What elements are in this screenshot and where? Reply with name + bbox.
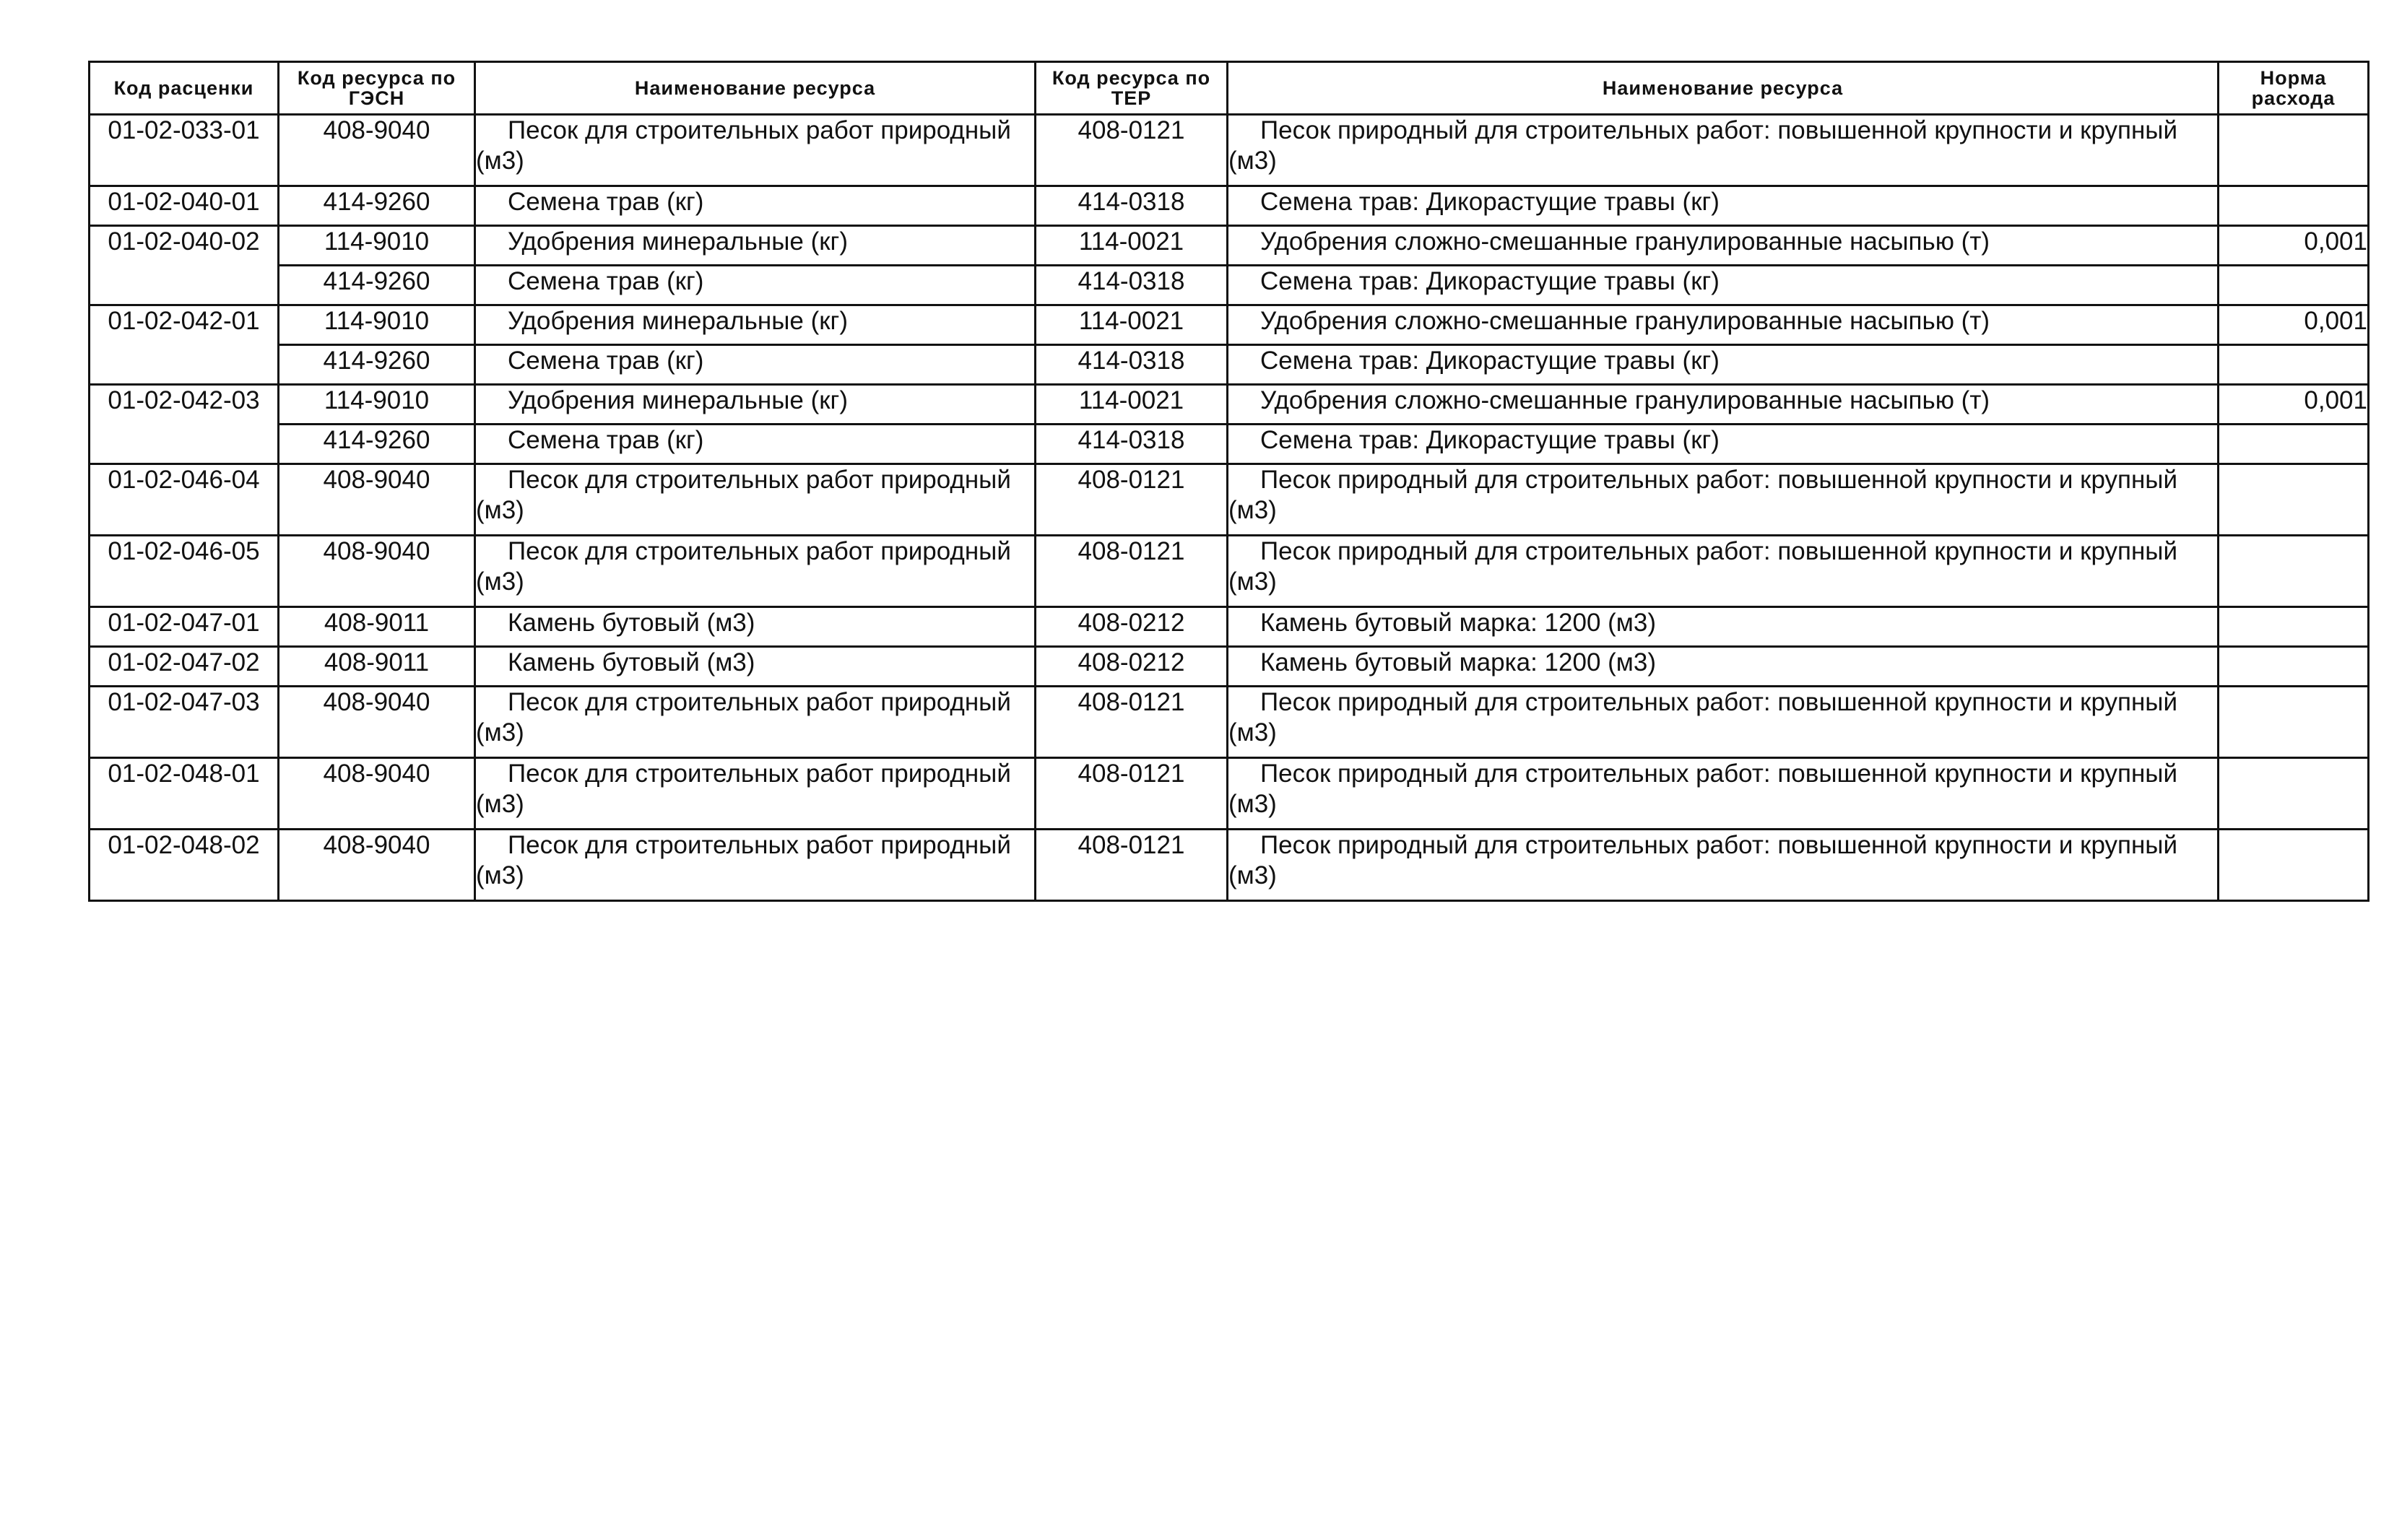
table-row [90,607,2369,647]
header-row [90,62,2369,115]
row-code: 01-02-042-01 [90,305,279,385]
row-ter-code: 114-0021 [1036,226,1228,266]
row-norm: 0,001 [2219,305,2369,345]
row-ter-name: Семена трав: Дикорастущие травы (кг) [1228,345,2219,385]
header-norm: Норма расхода [2219,62,2369,115]
row-code: 01-02-046-05 [90,536,279,607]
table-row [90,830,2369,901]
table-row [90,425,2369,464]
row-ter-code: 414-0318 [1036,266,1228,305]
row-ter-code: 114-0021 [1036,305,1228,345]
row-ter-code: 414-0318 [1036,186,1228,226]
table-row [90,305,2369,345]
table-row [90,186,2369,226]
table-row [90,536,2369,607]
row-ter-name: Семена трав: Дикорастущие травы (кг) [1228,425,2219,464]
row-norm [2219,758,2369,830]
row-ter-name: Семена трав: Дикорастущие травы (кг) [1228,266,2219,305]
row-code: 01-02-047-01 [90,607,279,647]
row-gesn-name: Песок для строительных работ природный (м3) [475,830,1036,901]
row-code: 01-02-048-02 [90,830,279,901]
resource-table [88,61,2370,902]
table-row [90,385,2369,425]
row-ter-code: 414-0318 [1036,345,1228,385]
header-code: Код расценки [90,62,279,115]
row-ter-name: Удобрения сложно-смешанные гранулированные насыпью (т) [1228,226,2219,266]
row-ter-name: Песок природный для строительных работ: повышенной крупности и крупный (м3) [1228,536,2219,607]
row-ter-name: Семена трав: Дикорастущие травы (кг) [1228,186,2219,226]
row-gesn-code: 414-9260 [279,345,475,385]
row-ter-name: Песок природный для строительных работ: повышенной крупности и крупный (м3) [1228,758,2219,830]
row-gesn-name: Камень бутовый (м3) [475,647,1036,687]
row-gesn-code: 408-9040 [279,115,475,186]
row-ter-name: Песок природный для строительных работ: повышенной крупности и крупный (м3) [1228,115,2219,186]
row-gesn-name: Семена трав (кг) [475,425,1036,464]
row-ter-code: 408-0121 [1036,536,1228,607]
row-ter-name: Удобрения сложно-смешанные гранулированные насыпью (т) [1228,385,2219,425]
row-norm [2219,607,2369,647]
row-norm [2219,425,2369,464]
row-gesn-name: Песок для строительных работ природный (м3) [475,758,1036,830]
row-gesn-name: Песок для строительных работ природный (м3) [475,536,1036,607]
row-ter-code: 408-0212 [1036,607,1228,647]
header-gesn-name: Наименование ресурса [475,62,1036,115]
row-gesn-code: 408-9040 [279,687,475,758]
table-row [90,687,2369,758]
row-ter-code: 408-0121 [1036,115,1228,186]
row-ter-code: 114-0021 [1036,385,1228,425]
row-ter-code: 408-0212 [1036,647,1228,687]
row-gesn-name: Песок для строительных работ природный (м3) [475,115,1036,186]
row-code: 01-02-047-03 [90,687,279,758]
row-ter-name: Удобрения сложно-смешанные гранулированные насыпью (т) [1228,305,2219,345]
row-norm [2219,345,2369,385]
row-gesn-name: Песок для строительных работ природный (м3) [475,687,1036,758]
row-norm [2219,266,2369,305]
row-code: 01-02-048-01 [90,758,279,830]
table-row [90,226,2369,266]
header-gesn-code: Код ресурса по ГЭСН [279,62,475,115]
table-row [90,758,2369,830]
row-gesn-code: 114-9010 [279,305,475,345]
header-ter-code: Код ресурса по ТЕР [1036,62,1228,115]
row-ter-code: 408-0121 [1036,758,1228,830]
row-gesn-name: Семена трав (кг) [475,345,1036,385]
row-ter-name: Песок природный для строительных работ: повышенной крупности и крупный (м3) [1228,687,2219,758]
row-gesn-code: 408-9011 [279,647,475,687]
row-gesn-name: Семена трав (кг) [475,186,1036,226]
row-ter-name: Песок природный для строительных работ: повышенной крупности и крупный (м3) [1228,830,2219,901]
row-gesn-name: Песок для строительных работ природный (м3) [475,464,1036,536]
row-gesn-code: 414-9260 [279,186,475,226]
row-code: 01-02-040-01 [90,186,279,226]
row-code: 01-02-047-02 [90,647,279,687]
row-code: 01-02-033-01 [90,115,279,186]
row-gesn-code: 408-9040 [279,830,475,901]
row-gesn-code: 114-9010 [279,385,475,425]
header-ter-name: Наименование ресурса [1228,62,2219,115]
row-gesn-code: 408-9040 [279,464,475,536]
table-row [90,464,2369,536]
row-norm [2219,830,2369,901]
row-ter-name: Песок природный для строительных работ: повышенной крупности и крупный (м3) [1228,464,2219,536]
row-gesn-code: 114-9010 [279,226,475,266]
row-ter-code: 408-0121 [1036,830,1228,901]
row-ter-code: 408-0121 [1036,687,1228,758]
row-norm: 0,001 [2219,226,2369,266]
row-gesn-code: 414-9260 [279,425,475,464]
row-norm [2219,687,2369,758]
row-norm [2219,464,2369,536]
row-ter-code: 408-0121 [1036,464,1228,536]
row-norm [2219,186,2369,226]
row-norm [2219,536,2369,607]
row-gesn-code: 408-9040 [279,758,475,830]
row-gesn-name: Семена трав (кг) [475,266,1036,305]
row-gesn-name: Камень бутовый (м3) [475,607,1036,647]
row-gesn-name: Удобрения минеральные (кг) [475,305,1036,345]
table-row [90,115,2369,186]
row-norm [2219,115,2369,186]
row-code: 01-02-042-03 [90,385,279,464]
table-row [90,345,2369,385]
row-gesn-code: 408-9011 [279,607,475,647]
row-code: 01-02-040-02 [90,226,279,305]
row-gesn-name: Удобрения минеральные (кг) [475,385,1036,425]
table-row [90,647,2369,687]
row-code: 01-02-046-04 [90,464,279,536]
row-norm: 0,001 [2219,385,2369,425]
row-norm [2219,647,2369,687]
row-gesn-name: Удобрения минеральные (кг) [475,226,1036,266]
row-gesn-code: 408-9040 [279,536,475,607]
row-ter-name: Камень бутовый марка: 1200 (м3) [1228,647,2219,687]
row-gesn-code: 414-9260 [279,266,475,305]
row-ter-code: 414-0318 [1036,425,1228,464]
table-row [90,266,2369,305]
row-ter-name: Камень бутовый марка: 1200 (м3) [1228,607,2219,647]
